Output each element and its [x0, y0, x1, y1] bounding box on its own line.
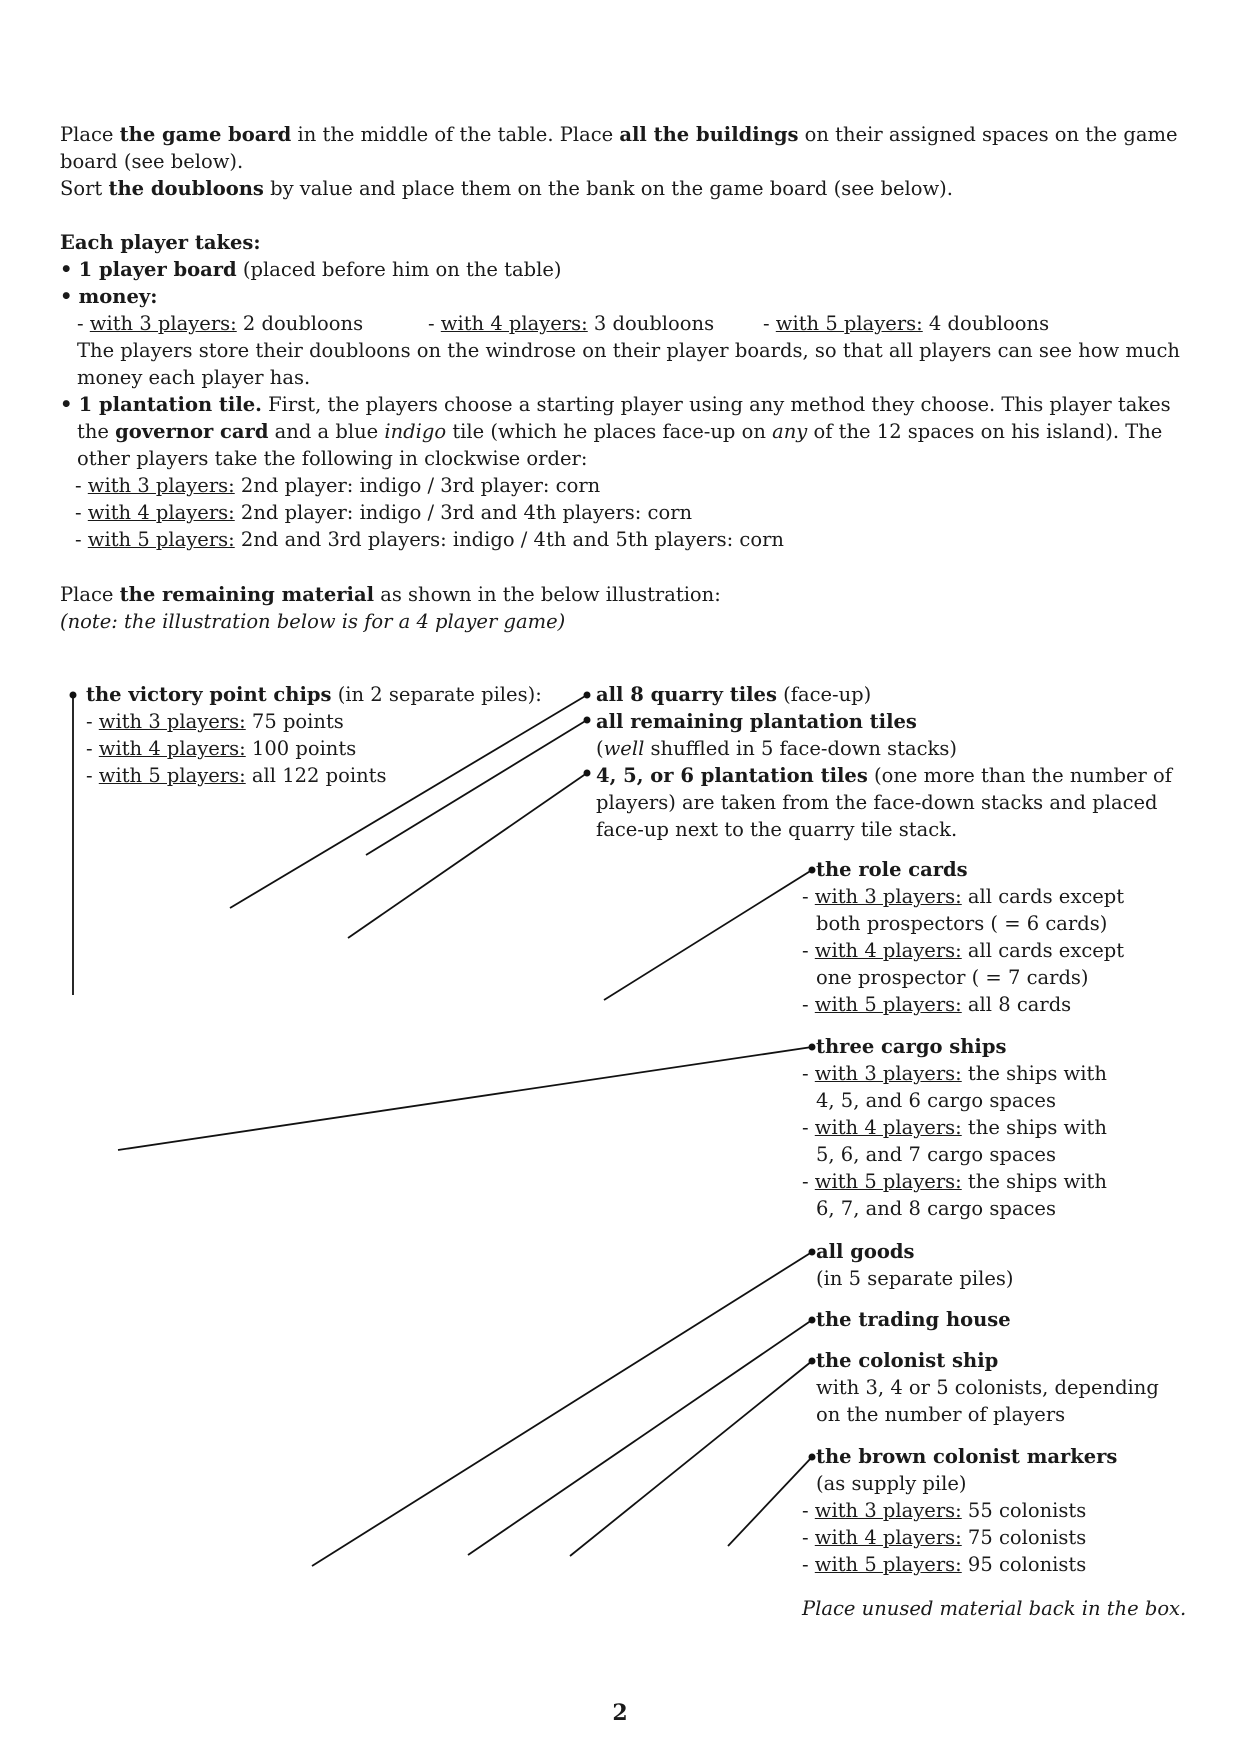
- markers-4: [802, 1524, 1117, 1551]
- face-up-tiles: [596, 762, 1172, 789]
- underlined-label: with 5 players:: [87, 528, 235, 551]
- roles-4: [802, 937, 1124, 964]
- bold-text: the doubloons: [108, 177, 264, 200]
- dash: -: [802, 885, 815, 908]
- underlined-label: with 3 players:: [87, 474, 235, 497]
- heading-text: Each player takes:: [60, 231, 261, 254]
- quarry-tiles: [596, 681, 1172, 708]
- vp-4: [86, 735, 542, 762]
- bullet: •: [60, 285, 73, 308]
- italic-text: well: [603, 737, 645, 760]
- each-player-heading: [60, 229, 1180, 256]
- dot-quarry: [584, 692, 591, 699]
- text: by value and place them on the bank on the game board (see below).: [263, 177, 953, 200]
- markers-5: [802, 1551, 1117, 1578]
- trading-house-block: [802, 1306, 1011, 1333]
- cargo-ships-block: [802, 1033, 1107, 1222]
- roles-3b: both prospectors ( = 6 cards): [816, 912, 1108, 935]
- intro-block: [60, 121, 1178, 202]
- leader-colonist-ship: [570, 1361, 812, 1556]
- goods-block: [802, 1238, 1014, 1292]
- dash: -: [802, 1116, 815, 1139]
- dot-victory-points: [70, 692, 77, 699]
- underlined-label: with 5 players:: [775, 312, 923, 335]
- face-up-tiles-3: face-up next to the quarry tile stack.: [596, 818, 958, 841]
- underlined-label: with 4 players:: [87, 501, 235, 524]
- dash: -: [77, 312, 90, 335]
- cargo-ships-title: [802, 1033, 1107, 1060]
- underlined-label: with 3 players:: [814, 885, 962, 908]
- bold-text: the colonist ship: [816, 1349, 999, 1372]
- vp-5: [86, 762, 542, 789]
- ships-3b: 4, 5, and 6 cargo spaces: [816, 1089, 1056, 1112]
- colonist-ship-l2: on the number of players: [816, 1403, 1066, 1426]
- underlined-label: with 5 players:: [98, 764, 246, 787]
- leader-goods: [312, 1252, 812, 1566]
- face-up-tiles-2: players) are taken from the face-down stacks and placed: [596, 791, 1158, 814]
- underlined-label: with 3 players:: [98, 710, 246, 733]
- bold-text: the victory point chips: [86, 683, 332, 706]
- bold-text: the remaining material: [119, 583, 374, 606]
- text: (placed before him on the table): [236, 258, 562, 281]
- bold-text: 1 player board: [78, 258, 237, 281]
- dot-face-up-tiles: [584, 770, 591, 777]
- italic-note: Place unused material back in the box.: [802, 1597, 1187, 1620]
- value: 55 colonists: [961, 1499, 1087, 1522]
- roles-5: [802, 991, 1124, 1018]
- text: the: [77, 420, 116, 443]
- roles-4b: one prospector ( = 7 cards): [816, 966, 1089, 989]
- value: all cards except: [961, 885, 1125, 908]
- goods-sub: (in 5 separate piles): [816, 1267, 1014, 1290]
- leader-trading-house: [468, 1320, 812, 1555]
- colonist-markers-sub: (as supply pile): [816, 1472, 967, 1495]
- value: 4 doubloons: [922, 312, 1050, 335]
- intro-line-1: [60, 121, 1178, 148]
- value: 75 colonists: [961, 1526, 1087, 1549]
- remaining-block: [60, 581, 721, 635]
- dash: -: [802, 1062, 815, 1085]
- colonist-ship-title: [802, 1347, 1159, 1374]
- intro-line-3: [60, 175, 1178, 202]
- bold-text: 1 plantation tile.: [78, 393, 262, 416]
- dash: -: [428, 312, 441, 335]
- value: the ships with: [961, 1062, 1107, 1085]
- bold-text: all remaining plantation tiles: [596, 710, 917, 733]
- colonist-ship-block: [802, 1347, 1159, 1428]
- value: 2nd player: indigo / 3rd player: corn: [234, 474, 601, 497]
- money-note-2: money each player has.: [77, 366, 311, 389]
- money-3: [77, 310, 363, 337]
- bold-text: three cargo ships: [816, 1035, 1007, 1058]
- value: 100 points: [245, 737, 357, 760]
- dash: -: [75, 501, 88, 524]
- intro-line-2: board (see below).: [60, 150, 244, 173]
- vp-3: [86, 708, 542, 735]
- dash: -: [802, 993, 815, 1016]
- bold-text: all goods: [816, 1240, 915, 1263]
- trading-house-title: [802, 1306, 1011, 1333]
- ships-4b: 5, 6, and 7 cargo spaces: [816, 1143, 1056, 1166]
- text: (: [596, 737, 604, 760]
- player-board-item: [60, 256, 1180, 283]
- underlined-label: with 5 players:: [814, 993, 962, 1016]
- text: Sort: [60, 177, 109, 200]
- dash: -: [802, 1553, 815, 1576]
- money-note-1: The players store their doubloons on the windrose on their player boards, so that all players can see how much: [77, 339, 1180, 362]
- underlined-label: with 4 players:: [440, 312, 588, 335]
- vp-title: [86, 681, 542, 708]
- money-5: [763, 310, 1049, 337]
- leader-cargo-ships: [118, 1047, 812, 1150]
- underlined-label: with 4 players:: [814, 1526, 962, 1549]
- text: tile (which he places face-up on: [446, 420, 773, 443]
- bold-text: all the buildings: [619, 123, 799, 146]
- leader-colonist-markers: [728, 1457, 812, 1546]
- text: of the 12 spaces on his island). The: [807, 420, 1163, 443]
- text: shuffled in 5 face-down stacks): [644, 737, 957, 760]
- goods-title: [802, 1238, 1014, 1265]
- order-4: [60, 499, 1180, 526]
- dash: -: [802, 1170, 815, 1193]
- value: all 122 points: [245, 764, 387, 787]
- dash: -: [86, 737, 99, 760]
- role-cards-block: [802, 856, 1124, 1018]
- dash: -: [802, 939, 815, 962]
- dash: -: [802, 1526, 815, 1549]
- role-cards-title: [802, 856, 1124, 883]
- underlined-label: with 4 players:: [814, 939, 962, 962]
- italic-text: any: [772, 420, 808, 443]
- value: 3 doubloons: [587, 312, 715, 335]
- value: all 8 cards: [961, 993, 1072, 1016]
- remaining-line: [60, 581, 721, 608]
- colonist-markers-title: [802, 1443, 1117, 1470]
- value: the ships with: [961, 1116, 1107, 1139]
- underlined-label: with 4 players:: [814, 1116, 962, 1139]
- value: the ships with: [961, 1170, 1107, 1193]
- value: 95 colonists: [961, 1553, 1087, 1576]
- bold-text: the role cards: [816, 858, 968, 881]
- dash: -: [86, 710, 99, 733]
- text: and a blue: [268, 420, 385, 443]
- value: 2nd and 3rd players: indigo / 4th and 5th players: corn: [234, 528, 784, 551]
- bold-text: governor card: [115, 420, 269, 443]
- unused-material-note: [802, 1595, 1186, 1622]
- underlined-label: with 3 players:: [814, 1499, 962, 1522]
- roles-3: [802, 883, 1124, 910]
- leader-role-cards: [604, 870, 812, 1000]
- underlined-label: with 3 players:: [814, 1062, 962, 1085]
- plantation-line-2: [60, 418, 1180, 445]
- plantation-tiles: [596, 708, 1172, 735]
- dash: -: [75, 528, 88, 551]
- text: Place: [60, 123, 120, 146]
- order-5: [60, 526, 1180, 553]
- victory-points-block: [86, 681, 542, 789]
- plantation-tiles-note: [596, 735, 1172, 762]
- ships-5: [802, 1168, 1107, 1195]
- dash: -: [86, 764, 99, 787]
- ships-3: [802, 1060, 1107, 1087]
- text: as shown in the below illustration:: [374, 583, 721, 606]
- value: all cards except: [961, 939, 1125, 962]
- dash: -: [802, 1499, 815, 1522]
- value: 2nd player: indigo / 3rd and 4th players: corn: [234, 501, 693, 524]
- dash: -: [75, 474, 88, 497]
- value: 2 doubloons: [236, 312, 364, 335]
- bold-text: the trading house: [816, 1308, 1011, 1331]
- bold-text: the game board: [119, 123, 292, 146]
- bullet: •: [60, 393, 73, 416]
- text: (one more than the number of: [867, 764, 1172, 787]
- money-4: [428, 310, 714, 337]
- ships-5b: 6, 7, and 8 cargo spaces: [816, 1197, 1056, 1220]
- tiles-block: [596, 681, 1172, 843]
- text: Place: [60, 583, 120, 606]
- bold-text: the brown colonist markers: [816, 1445, 1118, 1468]
- text: (in 2 separate piles):: [331, 683, 542, 706]
- bold-text: money:: [78, 285, 158, 308]
- text: on their assigned spaces on the game: [798, 123, 1178, 146]
- italic-note: (note: the illustration below is for a 4 player game): [60, 610, 566, 633]
- remaining-note: [60, 608, 721, 635]
- value: 75 points: [245, 710, 344, 733]
- bold-text: 4, 5, or 6 plantation tiles: [596, 764, 868, 787]
- order-3: [60, 472, 1180, 499]
- underlined-label: with 5 players:: [814, 1170, 962, 1193]
- underlined-label: with 4 players:: [98, 737, 246, 760]
- dash: -: [763, 312, 776, 335]
- unused-note-line: [802, 1595, 1186, 1622]
- markers-3: [802, 1497, 1117, 1524]
- colonist-ship-l1: with 3, 4 or 5 colonists, depending: [816, 1376, 1159, 1399]
- text: (face-up): [776, 683, 872, 706]
- ships-4: [802, 1114, 1107, 1141]
- colonist-markers-block: [802, 1443, 1117, 1578]
- leader-face-up-tiles: [348, 773, 587, 938]
- money-options: [60, 310, 1180, 337]
- underlined-label: with 5 players:: [814, 1553, 962, 1576]
- bold-text: all 8 quarry tiles: [596, 683, 777, 706]
- plantation-tile-item: [60, 391, 1180, 418]
- each-player-block: [60, 229, 1180, 553]
- italic-text: indigo: [384, 420, 447, 443]
- text: in the middle of the table. Place: [291, 123, 620, 146]
- page-number: 2: [612, 1700, 628, 1726]
- money-item: [60, 283, 1180, 310]
- text: First, the players choose a starting player using any method they choose. This player takes: [261, 393, 1171, 416]
- plantation-line-3: other players take the following in clockwise order:: [77, 447, 588, 470]
- underlined-label: with 3 players:: [89, 312, 237, 335]
- bullet: •: [60, 258, 73, 281]
- dot-plantation: [584, 717, 591, 724]
